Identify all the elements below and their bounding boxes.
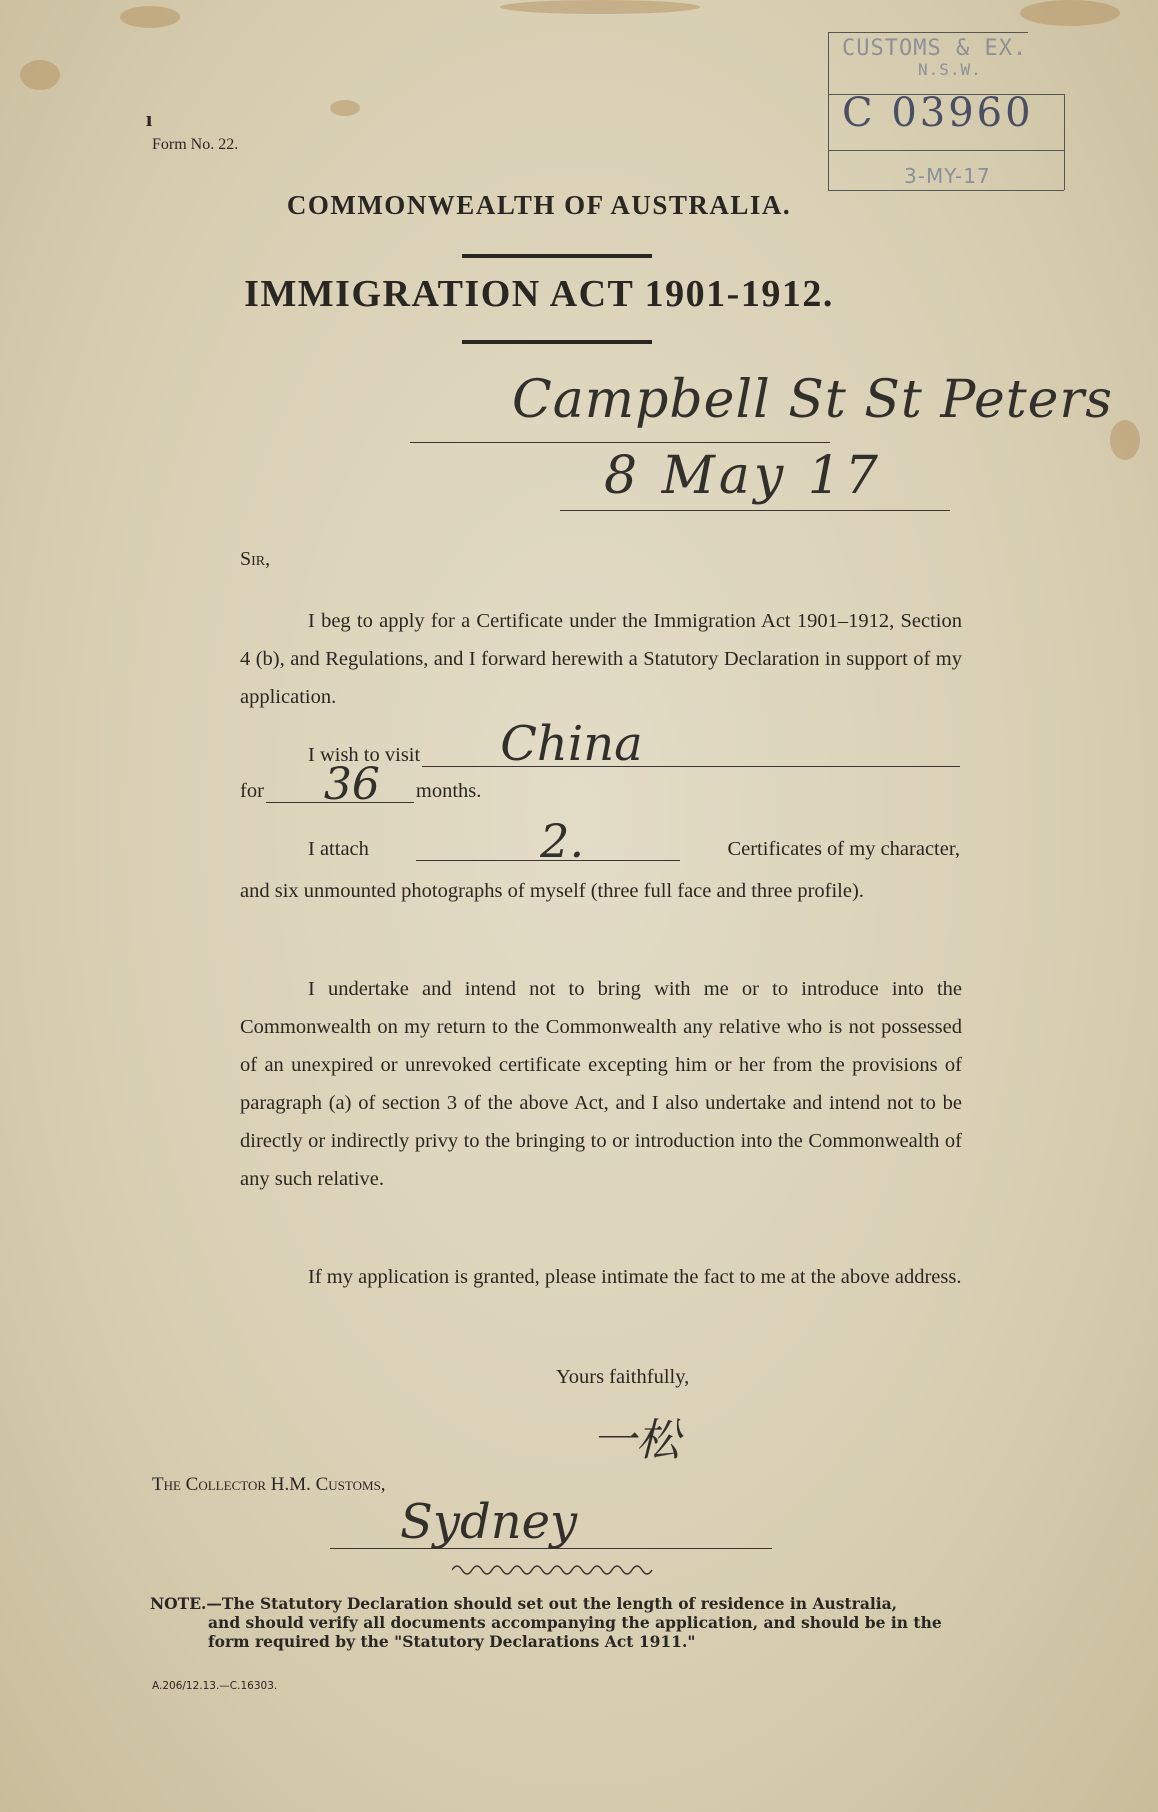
salutation: Sir, — [240, 548, 271, 570]
squiggle-underline — [452, 1560, 662, 1578]
stamp-number: C 03960 — [842, 90, 1034, 136]
handwritten-city: Sydney — [400, 1494, 578, 1550]
note-label: NOTE.—The Statutory Declaration should set out the length of residence in Australia, — [150, 1594, 898, 1613]
handwritten-address: Campbell St St Peters — [512, 370, 1113, 430]
application-paragraph: I beg to apply for a Certificate under the Immigration Act 1901–1912, Section 4 (b), and Regulations, and I forward herewith a Statutory Declaration in support of my application. — [240, 610, 962, 708]
stain — [1110, 420, 1140, 460]
act-title: IMMIGRATION ACT 1901-1912. — [244, 273, 834, 315]
stain — [330, 100, 360, 116]
visit-field — [422, 716, 960, 772]
visit-label: I wish to visit — [308, 744, 421, 766]
handwritten-months: 36 — [323, 759, 380, 810]
address-line — [410, 442, 830, 443]
customs-stamp — [828, 32, 1064, 204]
visit-row — [308, 716, 960, 772]
signature: 一松 — [592, 1415, 680, 1466]
handwritten-country: China — [500, 716, 643, 772]
stain — [500, 0, 700, 14]
note-text: and should verify all documents accompanying the application, and should be in the form required by the "Statutory Declarations Act 1911." — [208, 1613, 942, 1651]
certificates-label: Certificates of my character, — [727, 838, 960, 860]
stamp-date: 3-MY-17 — [904, 164, 991, 188]
print-code: A.206/12.13.—C.16303. — [152, 1680, 278, 1692]
months-field — [266, 759, 414, 810]
months-row — [240, 759, 482, 810]
attach-row — [308, 814, 960, 868]
closing: Yours faithfully, — [556, 1366, 690, 1388]
addressee: The Collector H.M. Customs, — [152, 1474, 386, 1495]
attach-label: I attach — [308, 838, 369, 860]
stain — [1020, 0, 1120, 26]
stamp-title: CUSTOMS & EX. — [842, 36, 1028, 61]
date-line — [560, 510, 950, 511]
handwritten-certificates: 2. — [540, 814, 585, 868]
stain — [120, 6, 180, 28]
country-heading: COMMONWEALTH OF AUSTRALIA. — [286, 190, 792, 220]
statutory-note — [150, 1594, 970, 1651]
form-number: Form No. 22. — [152, 136, 239, 153]
request-paragraph: If my application is granted, please intimate the fact to me at the above address. — [308, 1266, 962, 1288]
stamp-subtitle: N.S.W. — [918, 60, 982, 79]
pencil-mark: ı — [146, 106, 153, 131]
heading-rule-top — [462, 254, 652, 258]
undertaking-paragraph: I undertake and intend not to bring with me or to introduce into the Commonwealth on my return to the Commonwealth any relative who is not possessed of an unexpired or unrevoked certificate excepting him or her from the provisions of paragraph (a) of section 3 of the above Act, and I also undertake and intend not to be directly or indirectly privy to the bringing to or introduction into the Commonwealth of any such relative. — [240, 978, 962, 1190]
for-label: for — [240, 780, 264, 802]
photographs-paragraph: and six unmounted photographs of myself (three full face and three profile). — [240, 880, 864, 902]
handwritten-date: 8 May 17 — [604, 446, 882, 506]
months-label: months. — [415, 780, 482, 802]
heading-rule-bottom — [462, 340, 652, 344]
certificates-field — [416, 814, 680, 868]
stain — [20, 60, 60, 90]
